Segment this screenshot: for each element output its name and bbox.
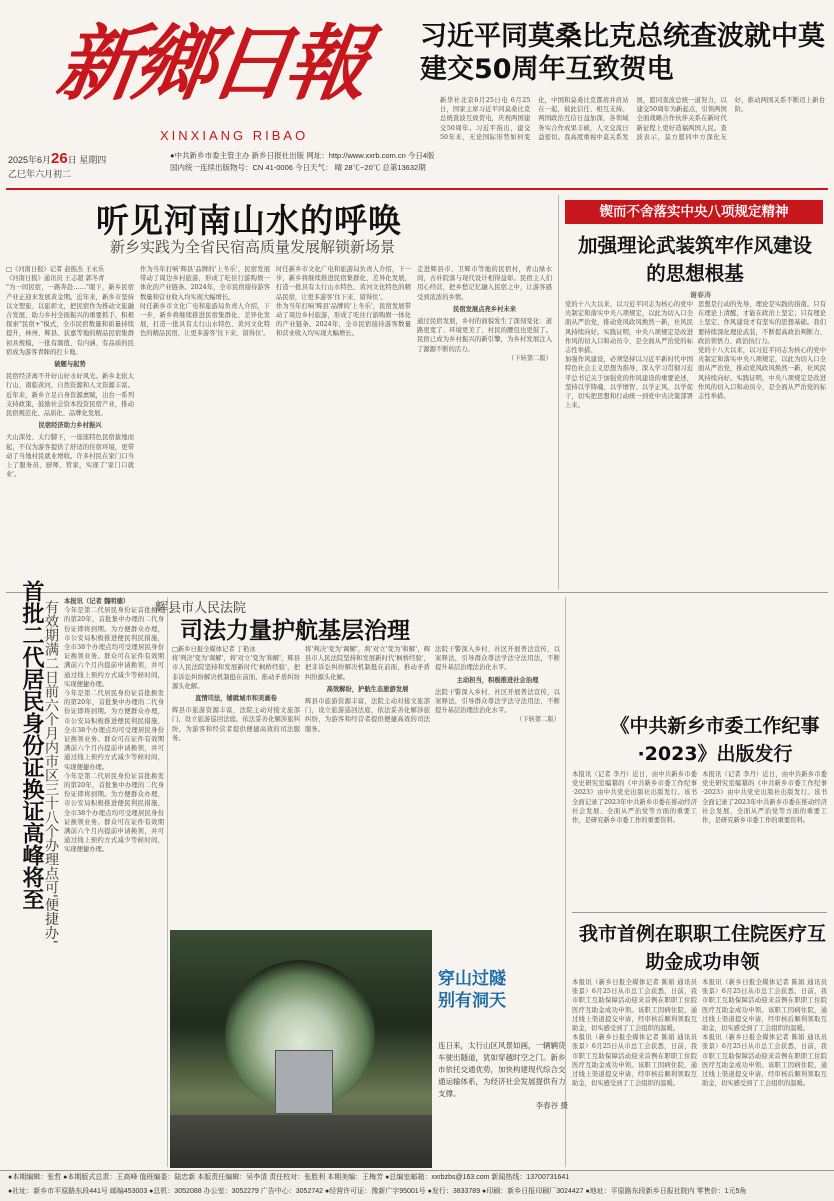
paragraph: 辉县市旅游资源丰富，法院主动对接文旅部门，设立旅游巡回法庭，依法妥善化解涉旅纠纷，为游客和经营者提供便捷高效的司法服务。 (305, 698, 430, 733)
paragraph: 民宿经济离不开好山好水好风光。新乡北依太行山、南临黄河，自然资源和人文资源丰富。近年来，新乡立足自身资源禀赋，出台一系列支持政策，鼓励社会资本投资民宿产业，推动民宿规范化、品质化、品牌化发展。 (6, 373, 134, 418)
article-4-col-3 (435, 645, 560, 925)
photo-title-line: 穿山过隧 (438, 969, 506, 989)
paragraph: 大山深处、太行脚下，一座座特色民宿拔地而起，不仅为游客提供了舒适的住宿环境，更带动了当地村民就业增收。许多村民在家门口当上了服务员、厨师、管家，实现了'家门口就业'。 (6, 434, 134, 479)
paragraph: 本报讯（新乡日报全媒体记者 陈娟 通讯员 张景）6月25日从市总工会获悉，日前，我市职工互助保障活动迎来首例在职职工住院医疗互助金成功申领。该职工因病住院，通过线上渠道提交申请，经审核后顺利领取互助金，切实感受到了工会组织的温暖。 (702, 979, 827, 1033)
paragraph: "为一间民宿，一路奔赴……"眼下，新乡民宿产业正迎来发展黄金期。近年来，新乡市坚持以文塑旅、以旅彰文，把民宿作为推动文旅融合发展、助力乡村全面振兴的重要抓手，积极探索"民宿+"模式，全市民宿数量和质量持续提升，林州、辉县、获嘉等地的精品民宿集群初具规模，一批有颜值、有内涵、有品质的民宿成为游客青睐的打卡地。 (6, 284, 134, 356)
paragraph: 党的十八大以来，以习近平同志为核心的党中央制定和落实中央八项规定，以此为切入口全面从严治党，推动党风政风焕然一新，社风民风持续向好。实践证明，中央八项规定是改进作风的切入口和动员令，是全面从严治党的标志性举措。 (565, 301, 693, 355)
article-2-col-2 (698, 300, 826, 590)
paragraph: 将'判决'变为'调解'，将'对立'变为'和解'，辉县市人民法院坚持和发展新时代'枫桥经验'，把非诉讼纠纷解决机制挺在前面，推动矛盾纠纷源头化解。 (305, 646, 430, 681)
article-5-col-1 (572, 770, 697, 910)
article-2-author: 谢春涛 (690, 291, 711, 299)
article-1-col-1 (6, 265, 134, 590)
masthead-logo: 新鄉日報 (51, 16, 369, 112)
pub-line-2: 国内统一连续出版物号：CN 41-0006 今日天气： 晴 28℃~20℃ 总第13632期 (170, 163, 426, 172)
article-3-body (64, 597, 164, 1167)
paragraph: 法院干警深入乡村、社区开展普法宣传，以案释法，引导群众尊法学法守法用法，不断提升基层治理法治化水平。 (435, 646, 560, 672)
caption-text: 连日来，太行山区风景如画，一辆辆货车驶出隧道，犹如穿越时空之门。新乡市依托交通优势，加快构建现代综合交通运输体系，为经济社会发展提供有力支撑。 (438, 1041, 566, 1098)
paragraph: 走进辉县市、卫辉市等地的民宿村，青山绿水间，古朴院落与现代设计相得益彰。民宿主人们用心经营，把乡愁记忆融入民宿之中，让游客感受到浓浓的乡情。 (417, 266, 552, 301)
continued-note: （下转第二版） (507, 354, 552, 362)
lead-headline[interactable]: 习近平同莫桑比克总统查波就中莫建交50周年互致贺电 (420, 21, 825, 85)
date-day: 26 (51, 150, 68, 167)
paragraph: 本报讯（记者 李丹）近日，由中共新乡市委党史研究室编纂的《中共新乡市委工作纪事·2023》由中共党史出版社出版发行。该书全面记录了2023年中共新乡市委在推动经济社会发展、全面从严治党等方面的重要工作，是研究新乡市委工作的重要资料。 (702, 771, 827, 825)
column-divider (558, 195, 559, 590)
feature-banner: 锲而不舍落实中央八项规定精神 (565, 200, 823, 224)
article-5-headline[interactable]: 《中共新乡市委工作纪事·2023》出版发行 (610, 715, 820, 765)
paragraph: 今年是第二代居民身份证首批换发的第20年，首批集中办理的二代身份证即将到期。为方便群众办理，市公安局积极推进便民利民措施，全市38个办理点均可受理居民身份证换领业务。群众可在证件有效期满前六个月内提前申请换领，并可通过线上预约方式减少等候时间，实现便捷办理。 (64, 772, 164, 854)
section-heading: 高效解纷，护航生态旅游发展 (326, 685, 409, 693)
article-4-kicker: 辉县市人民法院 (155, 601, 247, 616)
article-1-col-3 (276, 265, 411, 590)
article-2-col-1 (565, 300, 693, 590)
truck (275, 1050, 333, 1114)
article-4-col-2 (305, 645, 430, 925)
paragraph: 作为当年打响'辉县'品牌的'上冬乐'，民宿发展带动了周边乡村旅游，形成了吃住行游购娱一体化的产业链条。2024年，全市民宿接待游客数量和营业收入均实现大幅增长。 (276, 302, 411, 338)
paragraph: 党的十八大以来，以习近平同志为核心的党中央制定和落实中央八项规定，以此为切入口全面从严治党，推动党风政风焕然一新，社风民风持续向好。实践证明，中央八项规定是改进作风的切入口和动员令，是全面从严治党的标志性举措。 (698, 347, 826, 401)
article-3-subtitle: 有效期满二日前六个月内市区三十八个办理点可'便捷办' (43, 600, 59, 944)
section-heading: 破题与起势 (54, 361, 86, 369)
paragraph: 本报讯（新乡日报全媒体记者 陈娟 通讯员 张景）6月25日从市总工会获悉，日前，我市职工互助保障活动迎来首例在职职工住院医疗互助金成功申领。该职工因病住院，通过线上渠道提交申请，经审核后顺利领取互助金，切实感受到了工会组织的温暖。 (572, 979, 697, 1033)
tunnel-photo (170, 930, 432, 1168)
byline: 《河南日报》通讯员 王志超 郭冬青 (6, 275, 105, 283)
photo-caption (438, 1040, 568, 1112)
article-2-headline[interactable]: 加强理论武装筑牢作风建设的思想根基 (577, 234, 812, 285)
paragraph: 今年是第二代居民身份证首批换发的第20年，首批集中办理的二代身份证即将到期。为方便群众办理，市公安局积极推进便民利民措施，全市38个办理点均可受理居民身份证换领业务。群众可在证件有效期满前六个月内提前申请换领，并可通过线上预约方式减少等候时间，实现便捷办理。 (64, 690, 164, 771)
masthead-pinyin: XINXIANG RIBAO (160, 128, 309, 143)
byline: □新乡日报全媒体记者 丁艳冰 (172, 646, 256, 653)
paragraph: 法院干警深入乡村、社区开展普法宣传，以案释法，引导群众尊法学法守法用法，不断提升基层治理法治化水平。 (435, 688, 560, 715)
section-heading: 主动担当，积极推进社会治理 (456, 676, 539, 684)
footer-line-2: ●社址：新乡市平原路东段441号 邮编453003 ●总机：3052088 办公室：3052279 广告中心：3052742 ●经营许可证：豫新广字95001号 ●发行：3833789 ●印刷：新乡日报印刷厂3024427 ●地址：平原路东段新乡日报社院内 零售价：1元5角 (8, 1188, 747, 1195)
paragraph: 加强作风建设，必须坚持以习近平新时代中国特色社会主义思想为指导，深入学习贯彻习近平总书记关于加强党的作风建设的重要论述，坚持以学铸魂、以学增智、以学正风、以学促干，切实把思想和行动统一到党中央决策部署上来。 (565, 356, 693, 410)
paragraph: 本报讯（新乡日报全媒体记者 陈娟 通讯员 张景）6月25日从市总工会获悉，日前，我市职工互助保障活动迎来首例在职职工住院医疗互助金成功申领。该职工因病住院，通过线上渠道提交申请，经审核后顺利领取互助金，切实感受到了工会组织的温暖。 (702, 1034, 827, 1088)
article-6-col-1 (572, 978, 697, 1166)
article-1-subtitle: 新乡实践为全省民宿高质量发展解锁新场景 (110, 238, 396, 256)
footer (0, 1170, 834, 1201)
article-1-col-2 (140, 265, 270, 590)
article-3-headline[interactable]: 首批二代居民身份证换证高峰将至 (19, 580, 44, 910)
photo-headline[interactable] (438, 968, 506, 1012)
paragraph: 时任新乡市文化广电和旅游局负责人介绍，下一步，新乡将继续推进民宿集群化、差异化发展，打造一批具有太行山水特色、黄河文化特色的精品民宿，让更多游客'住下来、留得住'。 (276, 266, 411, 301)
photo-credit: 李春谷 摄 (535, 1101, 568, 1110)
article-4-col-1 (172, 645, 300, 925)
lunar-date: 乙巳年六月初二 (8, 169, 72, 179)
article-1-headline[interactable]: 听见河南山水的呼唤 (96, 201, 402, 240)
photo-title-line: 别有洞天 (438, 991, 506, 1011)
paragraph: 将'判决'变为'调解'，将'对立'变为'和解'，辉县市人民法院坚持和发展新时代'枫桥经验'，把非诉讼纠纷解决机制挺在前面，推动矛盾纠纷源头化解。 (172, 655, 300, 690)
section-divider (572, 912, 827, 913)
kicker: 本报讯（记者 魏明德） (64, 598, 130, 605)
article-5-col-2 (702, 770, 827, 910)
paragraph: 时任新乡市文化广电和旅游局负责人介绍，下一步，新乡将继续推进民宿集群化、差异化发展，打造一批具有太行山水特色、黄河文化特色的精品民宿，让更多游客'住下来、留得住'。 (140, 302, 270, 338)
paragraph: 思想是行动的先导，理论是实践的指南。只有在理论上清醒，才能在政治上坚定；只有理论上坚定，作风建设才有坚实的思想基础。我们要持续深化理论武装，不断提高政治判断力、政治领悟力、政治执行力。 (698, 301, 826, 345)
continued-note: （下转第二版） (515, 716, 560, 724)
paragraph: 本报讯（新乡日报全媒体记者 陈娟 通讯员 张景）6月25日从市总工会获悉，日前，我市职工互助保障活动迎来首例在职职工住院医疗互助金成功申领。该职工因病住院，通过线上渠道提交申请，经审核后顺利领取互助金，切实感受到了工会组织的温暖。 (572, 1034, 697, 1088)
article-6-headline[interactable]: 我市首例在职职工住院医疗互助金成功申领 (578, 923, 826, 973)
article-6-col-2 (702, 978, 827, 1166)
paragraph: 今年是第二代居民身份证首批换发的第20年，首批集中办理的二代身份证即将到期。为方便群众办理，市公安局积极推进便民利民措施，全市38个办理点均可受理居民身份证换领业务。群众可在证件有效期满前六个月内提前申请换领，并可通过线上预约方式减少等候时间，实现便捷办理。 (64, 607, 164, 688)
section-heading: 民宿发展点亮乡村未来 (453, 305, 516, 313)
column-divider (167, 597, 168, 1167)
road (170, 1115, 432, 1168)
article-4-headline[interactable]: 司法力量护航基层治理 (180, 618, 410, 644)
date-prefix: 2025年6月 (8, 155, 52, 165)
masthead-divider (6, 188, 828, 190)
footer-line-1: ●本期编辑：张哲 ●本期版式总责：王高峰 值班编委：陆忠新 本版责任编辑：吴李清 责任校对：张胜利 本期美编：王梅芳 ●总编室邮箱：xxrbzbs@163.com 新闻热线：13700731641 (8, 1174, 570, 1181)
paragraph: 通过民宿发展，乡村的面貌发生了深刻变化：道路更宽了、环境更美了、村民的腰包也更鼓了。民宿已成为乡村振兴的新引擎，为乡村发展注入了源源不断的活力。 (417, 318, 552, 353)
date-suffix: 日 星期四 (67, 155, 107, 165)
byline: □《河南日报》记者 赵振杰 王永乐 (6, 266, 105, 273)
lead-body: 新华社北京6月25日电 6月25日，国家主席习近平同莫桑比克总统查波互致贺电，庆祝两国建交50周年。习近平指出，建交50年来，无论国际形势如何变化，中国和莫桑比克都肩并肩站在一起，彼此信任、相互支持。两国政治互信日益加深，各领域务实合作成果丰硕，人文交流日益密切。我高度重视中莫关系发展，愿同查波总统一道努力，以建交50周年为新起点，引领两国全面战略合作伙伴关系在新时代新征程上更好造福两国人民。查波表示，莫方愿同中方深化友好，推动两国关系不断迈上新台阶。 (440, 97, 825, 141)
section-heading: 民宿经济助力乡村振兴 (38, 422, 102, 430)
section-heading: 直情司法，铺就城市和美画卷 (195, 695, 277, 703)
section-divider (6, 592, 828, 593)
issue-date (8, 150, 106, 180)
paragraph: 辉县市旅游资源丰富，法院主动对接文旅部门，设立旅游巡回法庭，依法妥善化解涉旅纠纷，为游客和经营者提供便捷高效的司法服务。 (172, 707, 300, 742)
paragraph: 本报讯（记者 李丹）近日，由中共新乡市委党史研究室编纂的《中共新乡市委工作纪事·2023》由中共党史出版社出版发行。该书全面记录了2023年中共新乡市委在推动经济社会发展、全面从严治党等方面的重要工作，是研究新乡市委工作的重要资料。 (572, 771, 697, 825)
article-1-col-4 (417, 265, 552, 590)
pub-line-1: ●中共新乡市委主管主办 新乡日报社出版 网址：http://www.xxrb.com.cn 今日4版 (170, 151, 435, 160)
paragraph: 作为当年打响'辉县'品牌的'上冬乐'，民宿发展带动了周边乡村旅游，形成了吃住行游购娱一体化的产业链条。2024年，全市民宿接待游客数量和营业收入均实现大幅增长。 (140, 266, 270, 301)
